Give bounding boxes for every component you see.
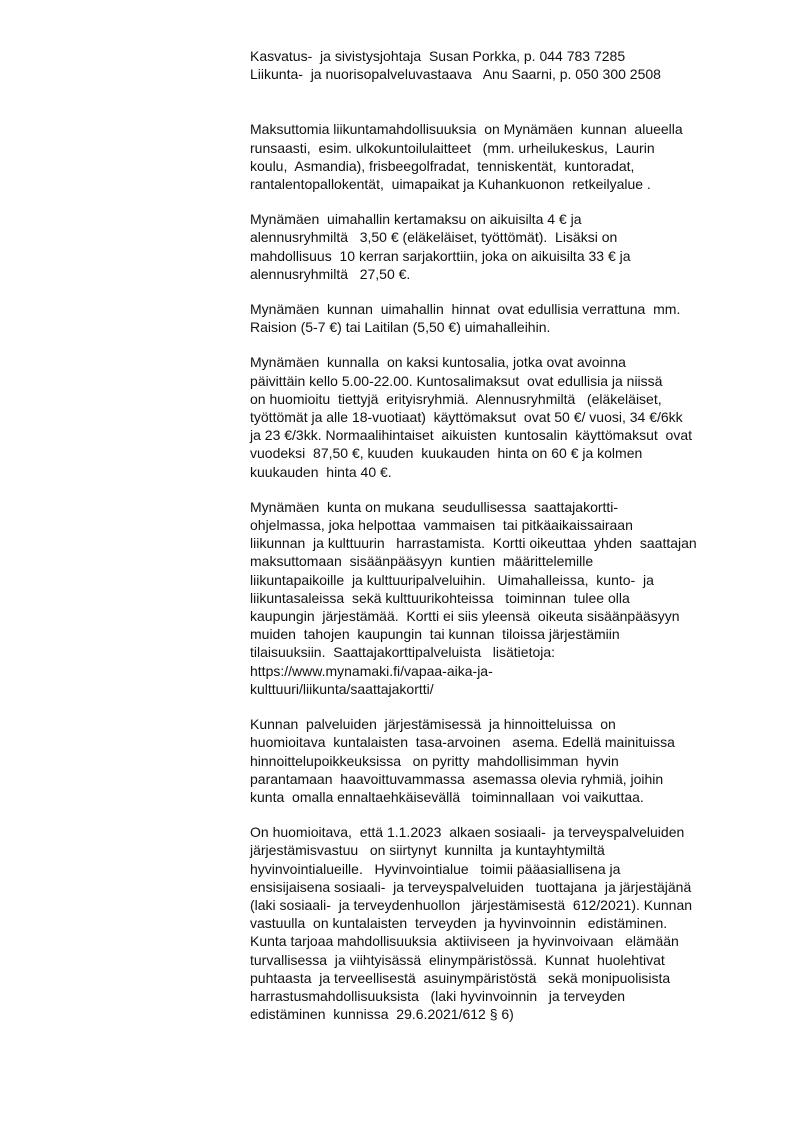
text-line: liikuntasaleissa sekä kulttuurikohteissa toiminnan tulee olla <box>250 589 630 606</box>
text-line: Raision (5-7 €) tai Laitilan (5,50 €) uimahalleihin. <box>250 319 551 336</box>
contact-line-director: Kasvatus- ja sivistysjohtaja Susan Porkka, p. 044 783 7285 <box>250 48 626 64</box>
text-line: rantalentopallokentät, uimapaikat ja Kuhankuonon retkeilyalue . <box>250 176 651 193</box>
text-line: Kunnan palveluiden järjestämisessä ja hinnoitteluissa on <box>250 716 616 733</box>
text-line: kuukauden hinta 40 €. <box>250 463 392 480</box>
text-line: Mynämäen uimahallin kertamaksu on aikuisilta 4 € ja <box>250 211 582 228</box>
text-line: Maksuttomia liikuntamahdollisuuksia on Mynämäen kunnan alueella <box>250 121 683 138</box>
text-line: puhtaasta ja terveellisestä asuinympäristöstä sekä monipuolisista <box>250 969 671 986</box>
contact-header <box>250 47 770 83</box>
text-line: kunta omalla ennaltaehkäisevällä toiminnallaan voi vaikuttaa. <box>250 788 644 805</box>
companion-card-link[interactable]: kulttuuri/liikunta/saattajakortti/ <box>250 680 434 697</box>
contact-line-sports-youth: Liikunta- ja nuorisopalveluvastaava Anu Saarni, p. 050 300 2508 <box>250 66 661 83</box>
text-line: tilaisuuksiin. Saattajakorttipalveluista lisätietoja: <box>250 644 556 661</box>
paragraph-price-comparison <box>250 300 770 336</box>
text-line: ja 23 €/3kk. Normaalihintaiset aikuisten kuntosalin käyttömaksut ovat <box>250 427 692 444</box>
text-line: hyvinvointialueille. Hyvinvointialue toimii pääasiallisena ja <box>250 860 621 877</box>
text-line: liikunnan ja kulttuurin harrastamista. Kortti oikeuttaa yhden saattajan <box>250 535 697 552</box>
text-line: muiden tahojen kaupungin tai kunnan tiloissa järjestämiin <box>250 626 620 643</box>
paragraph-wellbeing-services <box>250 823 770 1023</box>
text-line: Mynämäen kunta on mukana seudullisessa saattajakortti- <box>250 498 619 515</box>
text-line: liikuntapaikoille ja kulttuuripalveluihin. Uimahalleissa, kunto- ja <box>250 571 654 588</box>
text-line: On huomioitava, että 1.1.2023 alkaen sosiaali- ja terveyspalveluiden <box>250 824 685 841</box>
text-line: Mynämäen kunnan uimahallin hinnat ovat edullisia verrattuna mm. <box>250 301 681 318</box>
text-line: harrastusmahdollisuuksista (laki hyvinvoinnin ja terveyden <box>250 987 626 1004</box>
text-line: vastuulla on kuntalaisten terveyden ja hyvinvoinnin edistäminen. <box>250 915 668 932</box>
text-line: turvallisessa ja viihtyisässä elinympäristössä. Kunnat huolehtivat <box>250 951 665 968</box>
text-line: päivittäin kello 5.00-22.00. Kuntosalimaksut ovat edullisia ja niissä <box>250 372 663 389</box>
paragraph-equality <box>250 715 770 806</box>
text-line: vuodeksi 87,50 €, kuuden kuukauden hinta on 60 € ja kolmen <box>250 445 643 462</box>
paragraph-free-sports <box>250 120 770 193</box>
text-line: huomioitava kuntalaisten tasa-arvoinen asema. Edellä mainituissa <box>250 734 675 751</box>
text-line: ensisijaisena sosiaali- ja terveyspalveluiden tuottajana ja järjestäjänä <box>250 878 692 895</box>
text-line: Kunta tarjoaa mahdollisuuksia aktiiviseen ja hyvinvoivaan elämään <box>250 933 679 950</box>
text-line: on huomioitu tiettyjä erityisryhmiä. Alennusryhmiltä (eläkeläiset, <box>250 390 662 407</box>
text-line: mahdollisuus 10 kerran sarjakorttiin, joka on aikuisilta 33 € ja <box>250 247 631 264</box>
text-line: hinnoittelupoikkeuksissa on pyritty mahdollisimman hyvin <box>250 752 619 769</box>
text-line: edistäminen kunnissa 29.6.2021/612 § 6) <box>250 1006 514 1023</box>
text-line: alennusryhmiltä 27,50 €. <box>250 265 411 282</box>
text-line: maksuttomaan sisäänpääsyyn kuntien määrittelemille <box>250 553 594 570</box>
document-body <box>250 47 770 1040</box>
text-line: työttömät ja alle 18-vuotiaat) käyttömaksut ovat 50 €/ vuosi, 34 €/6kk <box>250 409 683 426</box>
text-line: Mynämäen kunnalla on kaksi kuntosalia, jotka ovat avoinna <box>250 354 626 371</box>
text-line: järjestämisvastuu on siirtynyt kunnilta ja kuntayhtymiltä <box>250 842 605 859</box>
text-line: ohjelmassa, joka helpottaa vammaisen tai pitkäaikaissairaan <box>250 517 633 534</box>
paragraph-companion-card <box>250 498 770 698</box>
text-line: alennusryhmiltä 3,50 € (eläkeläiset, työttömät). Lisäksi on <box>250 229 618 246</box>
paragraph-gym-fees <box>250 353 770 480</box>
text-line: koulu, Asmandia), frisbeegolfradat, tenniskentät, kuntoradat, <box>250 157 635 174</box>
text-line: parantamaan haavoittuvammassa asemassa olevia ryhmiä, joihin <box>250 770 664 787</box>
text-line: (laki sosiaali- ja terveydenhuollon järjestämisestä 612/2021). Kunnan <box>250 896 693 913</box>
paragraph-swimming-fees <box>250 210 770 283</box>
text-line: kaupungin järjestämää. Kortti ei siis yleensä oikeuta sisäänpääsyyn <box>250 608 680 625</box>
companion-card-link[interactable]: https://www.mynamaki.fi/vapaa-aika-ja- <box>250 662 493 679</box>
text-line: runsaasti, esim. ulkokuntoilulaitteet (mm. urheilukeskus, Laurin <box>250 139 655 156</box>
